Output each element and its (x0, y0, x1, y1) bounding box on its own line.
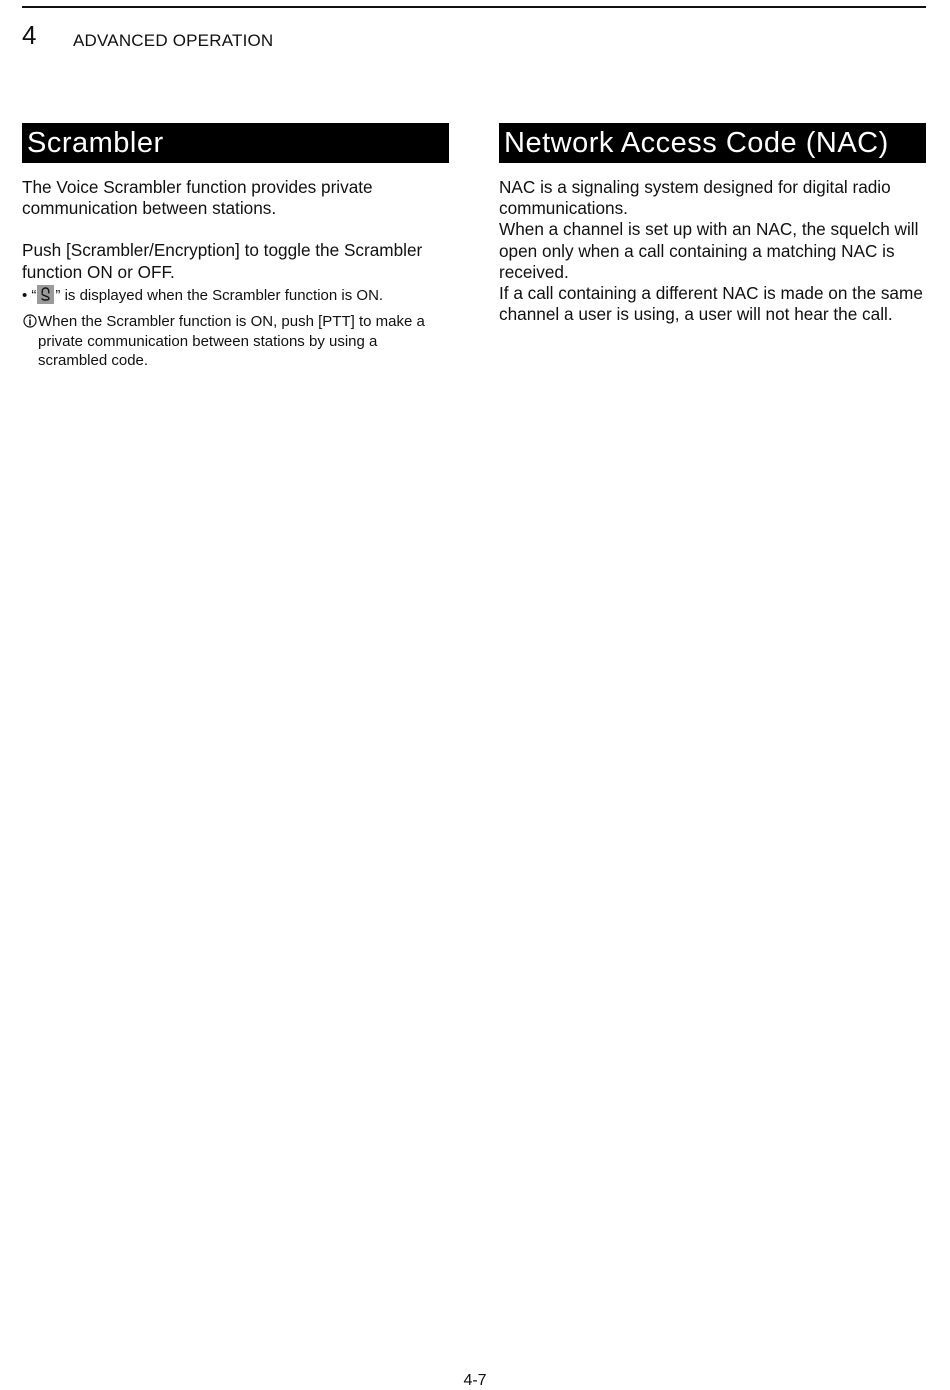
nac-squelch-text: When a channel is set up with an NAC, the squelch will open only when a call containing a matching NAC is received. (499, 219, 919, 282)
scrambler-note-text: When the Scrambler function is ON, push [PTT] to make a private communication between stations by using a scrambled code. (38, 313, 425, 370)
bullet-suffix: ” is displayed when the Scrambler function is ON. (55, 286, 384, 304)
scrambler-heading: Scrambler (22, 123, 449, 163)
scrambler-note (22, 312, 449, 371)
page-number: 4-7 (463, 1372, 487, 1389)
chapter-title: ADVANCED OPERATION (73, 31, 274, 50)
chapter-number: 4 (22, 20, 37, 50)
scrambler-indicator-bullet (22, 285, 449, 306)
scrambler-toggle-text: Push [Scrambler/Encryption] to toggle the Scrambler function ON or OFF. (22, 240, 423, 282)
header-rule (22, 6, 926, 8)
scrambler-section (22, 123, 449, 371)
nac-mismatch-text: If a call containing a different NAC is made on the same channel a user is using, a user will not hear the call. (499, 283, 923, 325)
nac-intro-text: NAC is a signaling system designed for digital radio communications. (499, 177, 891, 219)
nac-heading: Network Access Code (NAC) (499, 123, 926, 163)
nac-section (499, 123, 926, 325)
bullet-prefix: • “ (22, 286, 37, 304)
scrambler-intro-text: The Voice Scrambler function provides private communication between stations. (22, 177, 373, 219)
scrambler-lock-icon (37, 285, 54, 304)
info-icon (23, 314, 37, 328)
